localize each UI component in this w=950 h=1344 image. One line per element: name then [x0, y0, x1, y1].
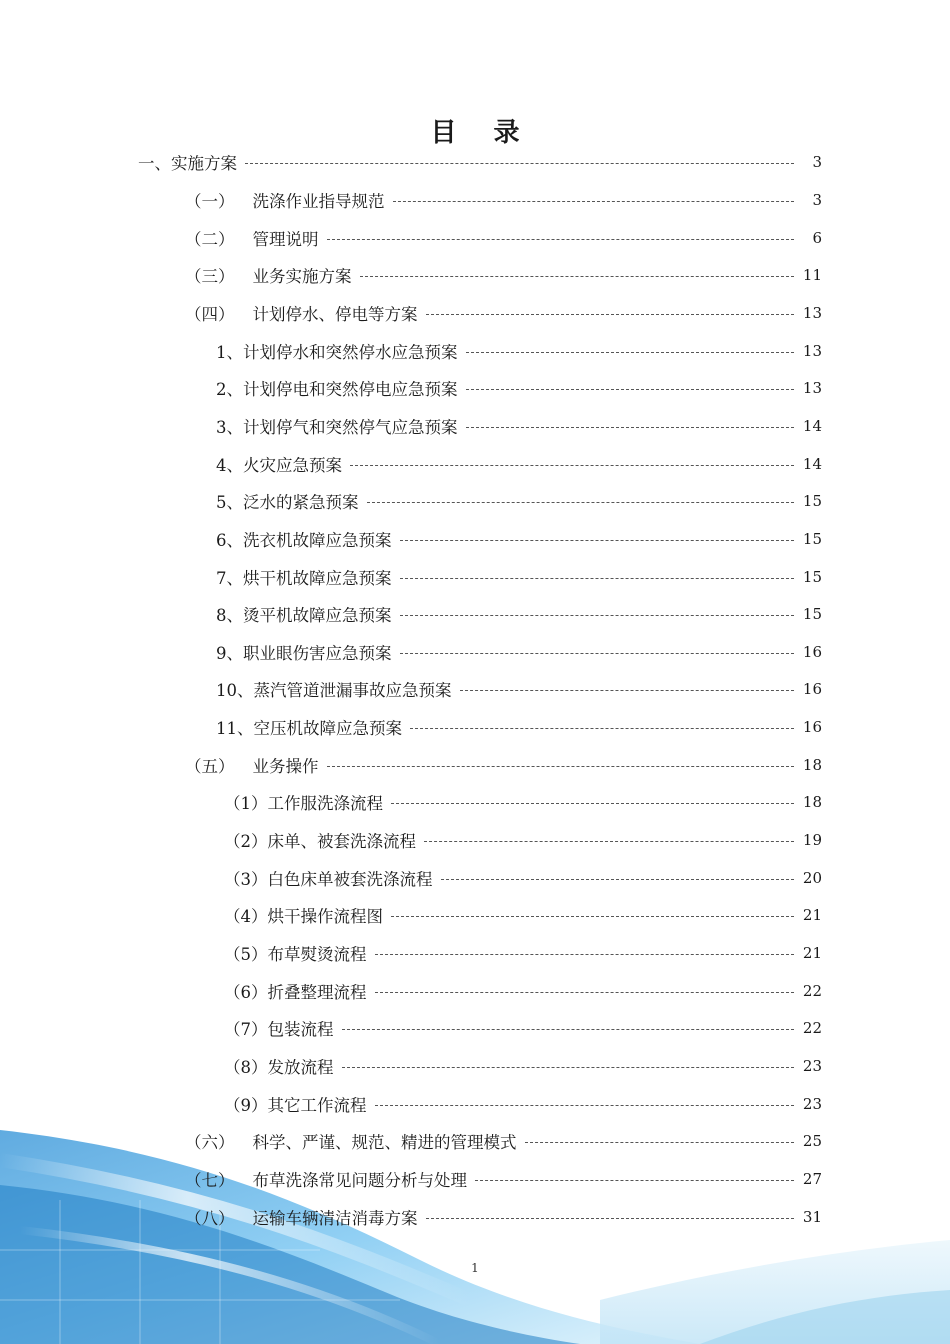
toc-entry-page: 22 — [802, 982, 822, 1000]
toc-entry-label: 折叠整理流程 — [267, 983, 367, 1002]
toc-entry-page: 21 — [802, 944, 822, 962]
toc-entry-number: （7） — [224, 1020, 268, 1039]
toc-leader-dots — [375, 992, 795, 993]
toc-entry-number: 1、 — [216, 343, 243, 362]
toc-entry-label: 运输车辆清洁消毒方案 — [252, 1209, 418, 1228]
toc-leader-dots — [375, 1105, 795, 1106]
toc-entry-page: 21 — [802, 906, 822, 924]
toc-entry-label: 业务实施方案 — [252, 267, 352, 286]
toc-entry-number: 9、 — [216, 644, 243, 663]
toc-leader-dots — [367, 502, 795, 503]
toc-leader-dots — [441, 879, 795, 880]
toc-entry[interactable] — [216, 337, 822, 365]
toc-entry-label: 泛水的紧急预案 — [243, 493, 359, 512]
toc-entry-page: 20 — [802, 869, 822, 887]
toc-entry-label: 布草熨烫流程 — [267, 945, 367, 964]
toc-entry-page: 6 — [812, 229, 822, 247]
toc-entry-number: （1） — [224, 794, 268, 813]
toc-entry-number: （8） — [224, 1058, 268, 1077]
toc-entry-label: 发放流程 — [267, 1058, 334, 1077]
toc-leader-dots — [400, 578, 795, 579]
toc-leader-dots — [426, 314, 795, 315]
toc-leader-dots — [475, 1180, 794, 1181]
toc-entry-number: 5、 — [216, 493, 243, 512]
toc-entry-label: 烘干机故障应急预案 — [243, 569, 392, 588]
toc-leader-dots — [400, 540, 795, 541]
toc-entry-page: 19 — [802, 831, 822, 849]
toc-leader-dots — [375, 954, 795, 955]
toc-entry[interactable] — [224, 826, 822, 854]
toc-entry-number: 6、 — [216, 531, 243, 550]
toc-entry-label: 实施方案 — [171, 154, 237, 173]
toc-entry-label: 计划停水和突然停水应急预案 — [243, 343, 458, 362]
toc-entry-label: 管理说明 — [252, 230, 319, 249]
toc-entry[interactable] — [138, 148, 822, 176]
toc-entry-page: 15 — [802, 605, 822, 623]
toc-entry-label: 布草洗涤常见问题分析与处理 — [252, 1171, 467, 1190]
toc-entry-number: （六） — [185, 1133, 235, 1152]
toc-leader-dots — [466, 352, 795, 353]
toc-entry-page: 15 — [802, 568, 822, 586]
toc-entry[interactable] — [216, 713, 822, 741]
toc-entry-label: 其它工作流程 — [267, 1096, 367, 1115]
toc-entry-page: 14 — [802, 417, 822, 435]
toc-leader-dots — [245, 163, 794, 164]
toc-entry[interactable] — [185, 1203, 822, 1231]
toc-entry-page: 31 — [802, 1208, 822, 1226]
toc-entry-label: 包装流程 — [267, 1020, 334, 1039]
toc-entry-page: 13 — [802, 304, 822, 322]
toc-entry-label: 洗涤作业指导规范 — [252, 192, 385, 211]
toc-leader-dots — [460, 690, 795, 691]
toc-entry[interactable] — [216, 525, 822, 553]
toc-entry[interactable] — [224, 1090, 822, 1118]
toc-leader-dots — [400, 615, 795, 616]
toc-entry-page: 25 — [802, 1132, 822, 1150]
toc-entry-label: 计划停水、停电等方案 — [252, 305, 418, 324]
toc-entry[interactable] — [185, 751, 822, 779]
toc-entry-page: 27 — [802, 1170, 822, 1188]
toc-leader-dots — [342, 1029, 795, 1030]
toc-entry-page: 14 — [802, 455, 822, 473]
toc-entry-label: 床单、被套洗涤流程 — [267, 832, 416, 851]
toc-leader-dots — [466, 389, 795, 390]
toc-entry-number: （6） — [224, 983, 268, 1002]
toc-entry-number: （五） — [185, 757, 235, 776]
toc-leader-dots — [342, 1067, 795, 1068]
page-title: 目 录 — [430, 118, 534, 148]
toc-leader-dots — [350, 465, 794, 466]
toc-entry-label: 洗衣机故障应急预案 — [243, 531, 392, 550]
toc-entry-label: 空压机故障应急预案 — [253, 719, 402, 738]
toc-entry-page: 15 — [802, 492, 822, 510]
toc-entry[interactable] — [224, 939, 822, 967]
toc-leader-dots — [327, 766, 795, 767]
toc-leader-dots — [400, 653, 795, 654]
toc-leader-dots — [391, 916, 794, 917]
toc-entry-page: 16 — [802, 643, 822, 661]
toc-entry[interactable] — [185, 186, 822, 214]
toc-leader-dots — [391, 803, 794, 804]
toc-entry-number: 8、 — [216, 606, 243, 625]
toc-leader-dots — [410, 728, 794, 729]
toc-entry-label: 科学、严谨、规范、精进的管理模式 — [252, 1133, 517, 1152]
toc-entry-label: 火灾应急预案 — [243, 456, 342, 475]
toc-entry-label: 计划停气和突然停气应急预案 — [243, 418, 458, 437]
toc-entry-page: 15 — [802, 530, 822, 548]
toc-entry[interactable] — [185, 261, 822, 289]
toc-entry[interactable] — [216, 563, 822, 591]
toc-entry-number: 4、 — [216, 456, 243, 475]
toc-leader-dots — [424, 841, 794, 842]
toc-entry-label: 工作服洗涤流程 — [267, 794, 383, 813]
toc-entry[interactable] — [224, 864, 822, 892]
toc-entry-number: 3、 — [216, 418, 243, 437]
toc-entry[interactable] — [216, 412, 822, 440]
toc-entry-page: 23 — [802, 1095, 822, 1113]
toc-entry-page: 13 — [802, 342, 822, 360]
toc-entry-page: 16 — [802, 680, 822, 698]
toc-leader-dots — [327, 239, 795, 240]
toc-entry[interactable] — [185, 1165, 822, 1193]
toc-entry-number: （二） — [185, 230, 235, 249]
toc-entry[interactable] — [185, 1127, 822, 1155]
toc-entry-label: 业务操作 — [252, 757, 319, 776]
toc-leader-dots — [466, 427, 795, 428]
toc-entry[interactable] — [224, 977, 822, 1005]
toc-entry-number: （七） — [185, 1171, 235, 1190]
toc-entry-page: 22 — [802, 1019, 822, 1037]
toc-entry-number: （2） — [224, 832, 268, 851]
toc-entry[interactable] — [224, 901, 822, 929]
toc-entry-number: （3） — [224, 870, 268, 889]
toc-entry-number: （一） — [185, 192, 235, 211]
toc-entry-page: 3 — [812, 153, 822, 171]
toc-entry-page: 18 — [802, 793, 822, 811]
toc-entry-page: 18 — [802, 756, 822, 774]
toc-entry[interactable] — [216, 487, 822, 515]
toc-entry-page: 11 — [802, 266, 822, 284]
toc-entry-number: 一、 — [138, 154, 171, 173]
toc-entry-page: 13 — [802, 379, 822, 397]
toc-entry[interactable] — [224, 1014, 822, 1042]
toc-entry-number: （4） — [224, 907, 268, 926]
toc-entry-page: 3 — [812, 191, 822, 209]
toc-entry-number: 10、 — [216, 681, 254, 700]
toc-entry-number: 11、 — [216, 719, 254, 738]
toc-entry-label: 白色床单被套洗涤流程 — [267, 870, 433, 889]
toc-entry[interactable] — [216, 450, 822, 478]
toc-entry-number: （9） — [224, 1096, 268, 1115]
toc-entry-label: 计划停电和突然停电应急预案 — [243, 380, 458, 399]
toc-entry[interactable] — [216, 374, 822, 402]
toc-entry[interactable] — [224, 1052, 822, 1080]
toc-leader-dots — [426, 1218, 795, 1219]
toc-entry-number: （四） — [185, 305, 235, 324]
toc-entry-label: 蒸汽管道泄漏事故应急预案 — [253, 681, 452, 700]
toc-entry[interactable] — [216, 675, 822, 703]
toc-entry-label: 烫平机故障应急预案 — [243, 606, 392, 625]
toc-entry-number: （5） — [224, 945, 268, 964]
toc-entry-label: 烘干操作流程图 — [267, 907, 383, 926]
toc-entry[interactable] — [216, 600, 822, 628]
toc-entry-number: 7、 — [216, 569, 243, 588]
page-number: 1 — [471, 1261, 479, 1275]
toc-leader-dots — [393, 201, 795, 202]
toc-entry-page: 16 — [802, 718, 822, 736]
toc-entry-number: （三） — [185, 267, 235, 286]
toc-entry-number: 2、 — [216, 380, 243, 399]
toc-entry-number: （八） — [185, 1209, 235, 1228]
toc-leader-dots — [525, 1142, 795, 1143]
toc-entry[interactable] — [185, 299, 822, 327]
toc-entry[interactable] — [185, 224, 822, 252]
toc-entry-label: 职业眼伤害应急预案 — [243, 644, 392, 663]
toc-entry-page: 23 — [802, 1057, 822, 1075]
toc-entry[interactable] — [216, 638, 822, 666]
toc-leader-dots — [360, 276, 795, 277]
toc-entry[interactable] — [224, 788, 822, 816]
